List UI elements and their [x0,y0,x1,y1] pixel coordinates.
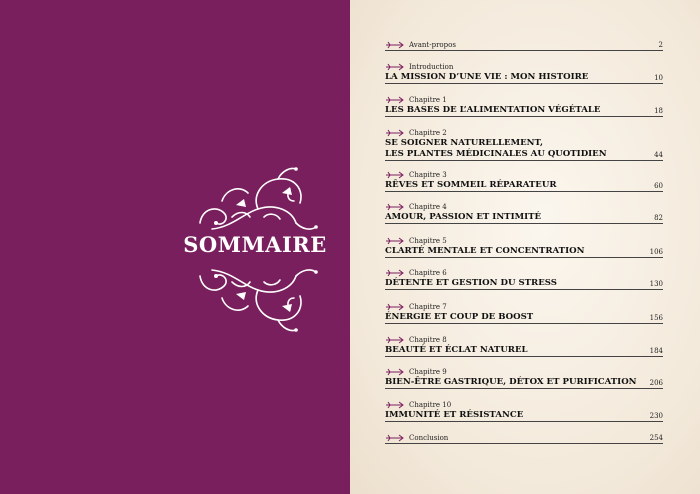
toc-label: Avant-propos [409,41,456,49]
arrow-ornament-icon [385,237,405,245]
toc-page-number: 18 [654,107,663,115]
toc-entry-chapitre-3[interactable] [385,170,663,192]
toc-page-number: 130 [649,280,663,288]
toc-label: Conclusion [409,434,449,442]
toc-title: AMOUR, PASSION ET INTIMITÉ [385,212,542,222]
arrow-ornament-icon [385,41,405,49]
toc-title: DÉTENTE ET GESTION DU STRESS [385,278,557,288]
toc-label: Chapitre 5 [409,237,447,245]
toc-page-number: 82 [654,214,663,222]
toc-label: Chapitre 9 [409,368,447,376]
toc-page-number: 10 [654,74,663,82]
page-title: SOMMAIRE [183,232,327,257]
toc-label: Chapitre 7 [409,303,447,311]
toc-entry-chapitre-8[interactable] [385,335,663,357]
arrow-ornament-icon [385,203,405,211]
toc-label: Chapitre 3 [409,171,447,179]
toc-title: LES BASES DE L’ALIMENTATION VÉGÉTALE [385,105,601,115]
toc-label: Chapitre 8 [409,336,447,344]
toc-page-number: 206 [649,379,663,387]
toc-label: Chapitre 4 [409,203,447,211]
toc-title: RÊVES ET SOMMEIL RÉPARATEUR [385,180,557,190]
toc-entry-chapitre-5[interactable] [385,236,663,258]
arrow-ornament-icon [385,129,405,137]
toc-page-number: 156 [649,314,663,322]
toc-entry-conclusion[interactable] [385,433,663,444]
toc-entry-avant-propos[interactable] [385,40,663,51]
toc-entry-chapitre-6[interactable] [385,268,663,290]
arrow-ornament-icon [385,368,405,376]
toc-page-number: 184 [649,347,663,355]
toc-title: ÉNERGIE ET COUP DE BOOST [385,312,534,322]
toc-label: Chapitre 6 [409,269,447,277]
toc-entry-chapitre-10[interactable] [385,400,663,422]
arrow-ornament-icon [385,336,405,344]
toc-entry-chapitre-7[interactable] [385,302,663,324]
arrow-ornament-icon [385,63,405,71]
toc-title-line-1: SE SOIGNER NATURELLEMENT, [385,138,543,148]
toc-label: Chapitre 1 [409,96,447,104]
toc-page-number: 254 [649,434,663,442]
flourish-ornament-top-icon [192,165,322,237]
toc-entry-chapitre-2[interactable] [385,128,663,161]
toc-entry-introduction[interactable] [385,62,663,84]
toc-label: Chapitre 2 [409,129,447,137]
arrow-ornament-icon [385,401,405,409]
arrow-ornament-icon [385,171,405,179]
arrow-ornament-icon [385,303,405,311]
toc-label: Chapitre 10 [409,401,452,409]
toc-label: Introduction [409,63,454,71]
arrow-ornament-icon [385,269,405,277]
toc-page-number: 44 [654,151,663,159]
toc-title: LA MISSION D’UNE VIE : MON HISTOIRE [385,72,589,82]
toc-title: IMMUNITÉ ET RÉSISTANCE [385,410,524,420]
arrow-ornament-icon [385,96,405,104]
toc-entry-chapitre-4[interactable] [385,202,663,224]
arrow-ornament-icon [385,434,405,442]
flourish-ornament-bottom-icon [192,262,322,334]
toc-title: BIEN-ÊTRE GASTRIQUE, DÉTOX ET PURIFICATION [385,377,637,387]
toc-entry-chapitre-1[interactable] [385,95,663,117]
toc-title-line-2: LES PLANTES MÉDICINALES AU QUOTIDIEN [385,149,607,159]
toc-page-number: 230 [649,412,663,420]
toc-title: CLARTÉ MENTALE ET CONCENTRATION [385,246,585,256]
toc-title: BEAUTÉ ET ÉCLAT NATUREL [385,345,528,355]
toc-page-number: 60 [654,182,663,190]
toc-page-number: 2 [658,41,663,49]
toc-entry-chapitre-9[interactable] [385,367,663,389]
toc-page-number: 106 [649,248,663,256]
